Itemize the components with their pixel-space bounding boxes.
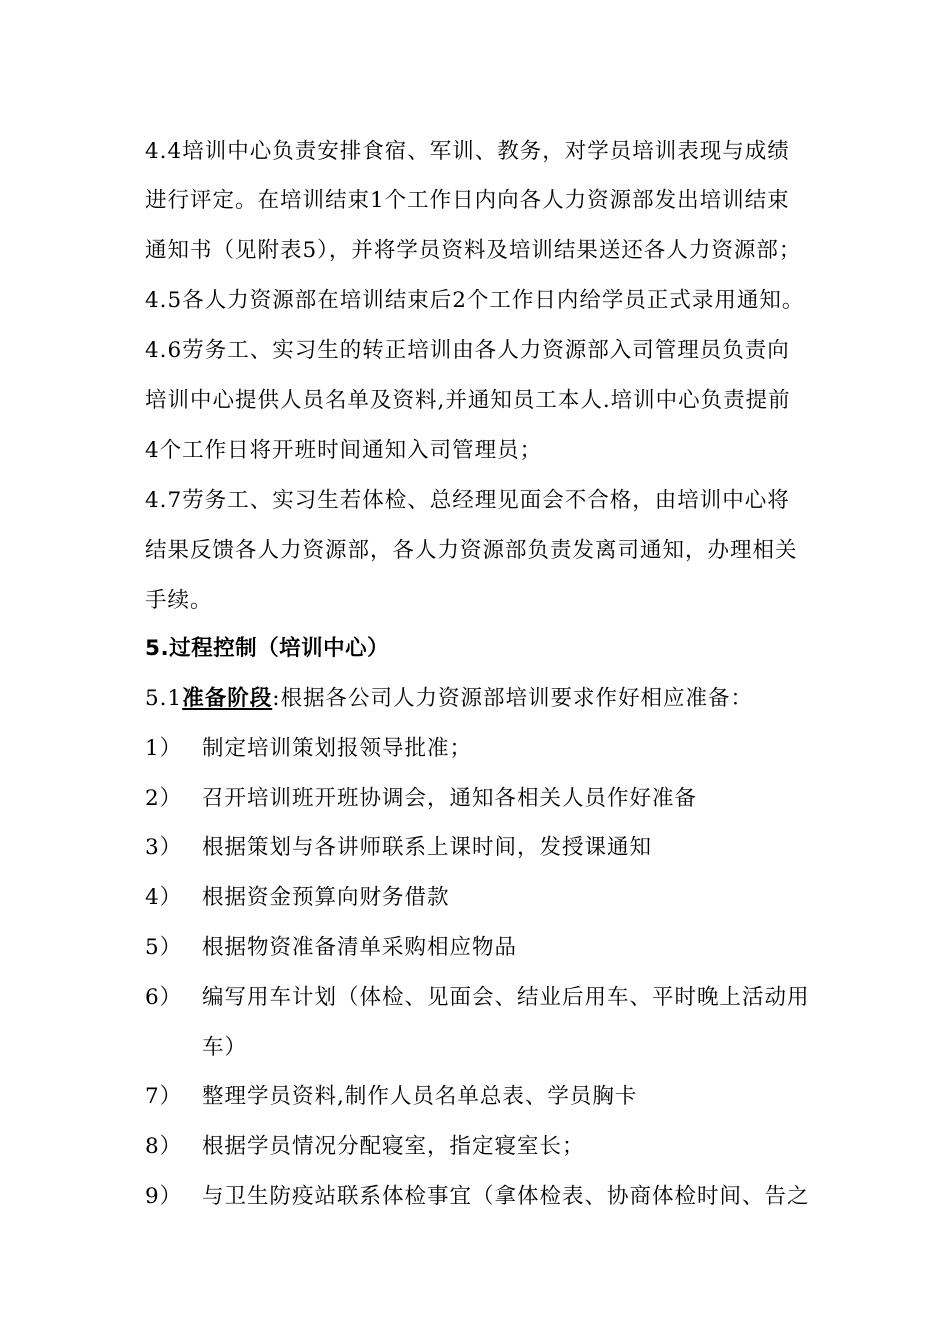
- list-item: [145, 833, 652, 863]
- list-item-text: 制定培训策划报领导批准；: [202, 736, 473, 761]
- preparation-stage-term: 准备阶段: [182, 686, 273, 711]
- list-item: [145, 1132, 585, 1162]
- list-item-text: 召开培训班开班协调会，通知各相关人员作好准备: [202, 786, 698, 811]
- section-4-7-line-3: 手续。: [145, 588, 213, 613]
- list-item-number: 6）: [145, 985, 183, 1010]
- list-item-number: 4）: [145, 885, 183, 910]
- section-4-6-line-3: 4个工作日将开班时间通知入司管理员；: [145, 438, 543, 463]
- section-4-4-line-3: 通知书（见附表5），并将学员资料及培训结果送还各人力资源部；: [145, 238, 802, 263]
- list-item-text: 根据资金预算向财务借款: [202, 885, 450, 910]
- section-4-5-line-1: 4.5各人力资源部在培训结束后2个工作日内给学员正式录用通知。: [145, 288, 805, 313]
- section-4-6-line-1: 4.6劳务工、实习生的转正培训由各人力资源部入司管理员负责向: [145, 338, 790, 363]
- section-4-7-line-2: 结果反馈各人力资源部，各人力资源部负责发离司通知，办理相关: [145, 538, 798, 563]
- list-item: [145, 784, 697, 814]
- list-item-text: 根据物资准备清单采购相应物品: [202, 935, 518, 960]
- list-item-number: 8）: [145, 1134, 183, 1159]
- section-4-7-line-1: 4.7劳务工、实习生若体检、总经理见面会不合格，由培训中心将: [145, 488, 790, 513]
- list-item: [145, 883, 450, 913]
- list-item-number: 2）: [145, 786, 183, 811]
- list-item-text: 与卫生防疫站联系体检事宜（拿体检表、协商体检时间、告之: [202, 1184, 810, 1209]
- list-item-number: 5）: [145, 935, 183, 960]
- list-item-number: 1）: [145, 736, 183, 761]
- list-item: [145, 734, 472, 764]
- section-5-1-prefix: 5.1: [145, 686, 183, 711]
- list-item-number: 3）: [145, 835, 183, 860]
- section-5-1-text: :根据各公司人力资源部培训要求作好相应准备：: [272, 686, 753, 711]
- list-item-number: 7）: [145, 1084, 183, 1109]
- list-item-text: 编写用车计划（体检、见面会、结业后用车、平时晚上活动用: [202, 985, 810, 1010]
- section-4-4-line-2: 进行评定。在培训结束1个工作日内向各人力资源部发出培训结束: [145, 188, 790, 213]
- list-item-text: 根据策划与各讲师联系上课时间，发授课通知: [202, 835, 653, 860]
- section-5-1-line: [145, 684, 753, 714]
- list-item: [145, 1182, 810, 1212]
- list-item: [145, 983, 810, 1013]
- section-4-6-line-2: 培训中心提供人员名单及资料,并通知员工本人.培训中心负责提前: [145, 388, 791, 413]
- list-item: [145, 933, 517, 963]
- list-item-number: 9）: [145, 1184, 183, 1209]
- section-4-4-line-1: 4.4培训中心负责安排食宿、军训、教务，对学员培训表现与成绩: [145, 139, 790, 164]
- list-item-text: 根据学员情况分配寝室，指定寝室长；: [202, 1134, 585, 1159]
- list-item-text: 整理学员资料,制作人员名单总表、学员胸卡: [202, 1084, 638, 1109]
- list-item: [145, 1082, 637, 1112]
- section-5-heading: 5.过程控制（培训中心）: [145, 636, 390, 661]
- list-item-continuation: 车）: [202, 1035, 248, 1060]
